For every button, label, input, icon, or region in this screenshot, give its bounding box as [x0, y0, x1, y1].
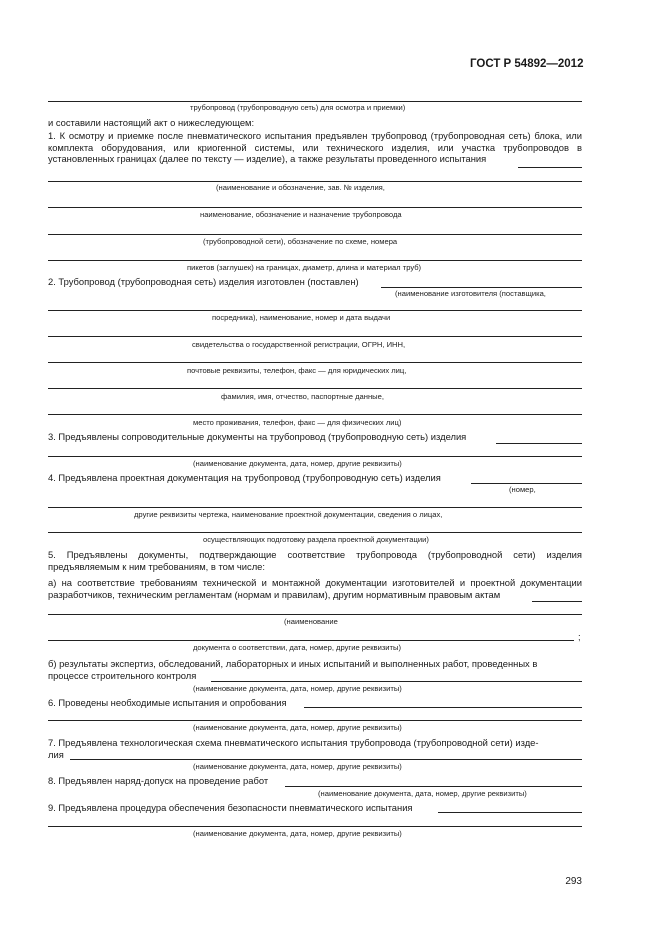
fill-line [48, 614, 582, 615]
fill-line [48, 101, 582, 102]
fill-line [48, 336, 582, 337]
semicolon: ; [578, 631, 581, 642]
item-8-text: 8. Предъявлен наряд-допуск на проведение работ [48, 775, 269, 786]
fill-line [48, 720, 582, 721]
field-caption: (наименование документа, дата, номер, другие реквизиты) [318, 789, 527, 798]
field-caption: почтовые реквизиты, телефон, факс — для юридических лиц, [187, 366, 407, 375]
fill-line [48, 414, 582, 415]
field-caption: наименование, обозначение и назначение трубопровода [200, 210, 402, 219]
field-caption: (наименование документа, дата, номер, другие реквизиты) [193, 684, 402, 693]
fill-line [48, 181, 582, 182]
item-4-text: 4. Предъявлена проектная документация на трубопровод (трубопроводную сеть) изделия [48, 472, 441, 483]
fill-line [381, 287, 582, 288]
field-caption: место проживания, телефон, факс — для физических лиц) [193, 418, 402, 427]
item-5b-text-2: процессе строительного контроля [48, 670, 197, 681]
field-caption: (наименование [284, 617, 338, 626]
fill-line [518, 167, 582, 168]
fill-line [438, 812, 582, 813]
page-number: 293 [565, 876, 582, 887]
field-caption: (наименование документа, дата, номер, другие реквизиты) [193, 762, 402, 771]
field-caption: осуществляющих подготовку раздела проектной документации) [203, 535, 429, 544]
field-caption: фамилия, имя, отчество, паспортные данные, [221, 392, 384, 401]
fill-line [48, 234, 582, 235]
fill-line [48, 507, 582, 508]
fill-line [70, 759, 582, 760]
standard-header: ГОСТ Р 54892—2012 [470, 58, 584, 70]
item-5-text: 5. Предъявлены документы, подтверждающие соответствие трубопровода (трубопроводной сети) изделия предъявляемым к ним требованиям, в том числе: [48, 549, 582, 572]
fill-line [211, 681, 582, 682]
fill-line [48, 362, 582, 363]
fill-line [48, 826, 582, 827]
item-5b-text-1: б) результаты экспертиз, обследований, лабораторных и иных испытаний и выполненных работ, проведенных в [48, 658, 538, 669]
field-caption: посредника), наименование, номер и дата выдачи [212, 313, 391, 322]
fill-line [471, 483, 582, 484]
field-caption: трубопровод (трубопроводную сеть) для осмотра и приемки) [190, 103, 406, 112]
field-caption: (наименование изготовителя (поставщика, [395, 289, 546, 298]
item-7-text-1: 7. Предъявлена технологическая схема пневматического испытания трубопровода (трубопроводной сети) изде- [48, 737, 539, 748]
field-caption: другие реквизиты чертежа, наименование проектной документации, сведения о лицах, [134, 510, 443, 519]
field-caption: свидетельства о государственной регистрации, ОГРН, ИНН, [192, 340, 406, 349]
item-6-text: 6. Проведены необходимые испытания и опробования [48, 697, 287, 708]
fill-line [48, 388, 582, 389]
fill-line [532, 601, 582, 602]
fill-line [48, 532, 582, 533]
fill-line [496, 443, 582, 444]
item-1-text: 1. К осмотру и приемке после пневматического испытания предъявлен трубопровод (трубопроводная сеть) блока, или комплекта оборудования, или криогенной системы, или технического изделия, или участка трубопроводов в установленных границах (далее по тексту — изделие), а также результаты проведенного испытания [48, 130, 582, 164]
field-caption: документа о соответствии, дата, номер, другие реквизиты) [193, 643, 402, 652]
fill-line [304, 707, 582, 708]
fill-line [48, 456, 582, 457]
fill-line [285, 786, 582, 787]
field-caption: (наименование документа, дата, номер, другие реквизиты) [193, 829, 402, 838]
item-9-text: 9. Предъявлена процедура обеспечения безопасности пневматического испытания [48, 802, 413, 813]
field-caption: (наименование документа, дата, номер, другие реквизиты) [193, 723, 402, 732]
item-5a-text: а) на соответствие требованиям технической и монтажной документации изготовителей и проектной документации разработчиков, техническим регламентам (нормам и правилам), другим нормативным правовым актам [48, 577, 582, 600]
field-caption: (номер, [509, 485, 536, 494]
fill-line [48, 310, 582, 311]
field-caption: (трубопроводной сети), обозначение по схеме, номера [203, 237, 398, 246]
fill-line [48, 640, 574, 641]
item-2-text: 2. Трубопровод (трубопроводная сеть) изделия изготовлен (поставлен) [48, 276, 359, 287]
field-caption: (наименование и обозначение, зав. № изделия, [216, 183, 385, 192]
item-3-text: 3. Предъявлены сопроводительные документы на трубопровод (трубопроводную сеть) изделия [48, 431, 467, 442]
intro-text: и составили настоящий акт о нижеследующем: [48, 117, 255, 128]
item-7-text-2: лия [48, 749, 64, 760]
fill-line [48, 260, 582, 261]
field-caption: пикетов (заглушек) на границах, диаметр, длина и материал труб) [187, 263, 422, 272]
field-caption: (наименование документа, дата, номер, другие реквизиты) [193, 459, 402, 468]
fill-line [48, 207, 582, 208]
